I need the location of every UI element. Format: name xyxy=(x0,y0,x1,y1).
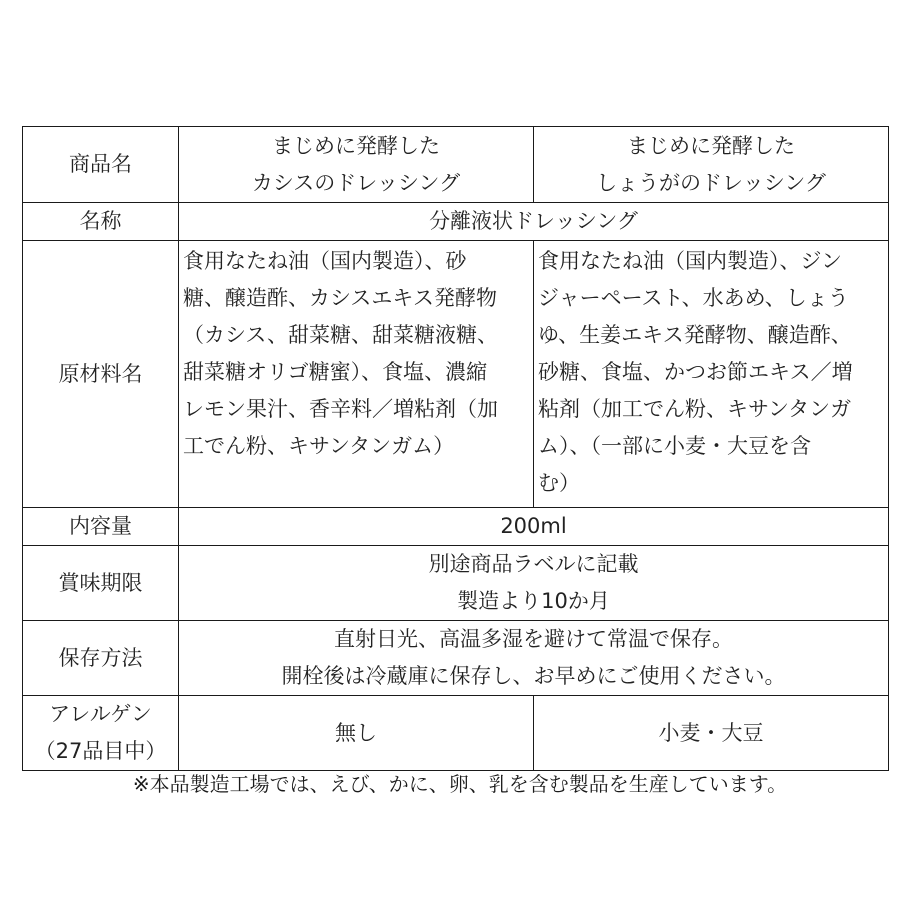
label-best-before: 賞味期限 xyxy=(23,546,179,621)
label-allergen: アレルゲン （27品目中） xyxy=(23,696,179,771)
label-ingredients: 原材料名 xyxy=(23,241,179,508)
row-product-name xyxy=(23,127,889,203)
best-before-value: 別途商品ラベルに記載 製造より10か月 xyxy=(179,546,889,621)
storage-value: 直射日光、高温多湿を避けて常温で保存。 開栓後は冷蔵庫に保存し、お早めにご使用ください。 xyxy=(179,621,889,696)
label-volume: 内容量 xyxy=(23,508,179,546)
row-allergen xyxy=(23,696,889,771)
label-name: 名称 xyxy=(23,203,179,241)
row-storage xyxy=(23,621,889,696)
row-ingredients xyxy=(23,241,889,508)
allergen-cassis: 無し xyxy=(179,696,534,771)
product-spec-table xyxy=(22,126,889,771)
name-value: 分離液状ドレッシング xyxy=(179,203,889,241)
factory-allergen-note: ※本品製造工場では、えび、かに、卵、乳を含む製品を生産しています。 xyxy=(132,772,788,796)
ingredients-cassis: 食用なたね油（国内製造）、砂 糖、醸造酢、カシスエキス発酵物 （カシス、甜菜糖、甜菜糖液糖、 甜菜糖オリゴ糖蜜）、食塩、濃縮 レモン果汁、香辛料／増粘剤（加 工でん粉、キサンタンガム） xyxy=(179,241,534,508)
row-volume xyxy=(23,508,889,546)
row-name xyxy=(23,203,889,241)
label-product-name: 商品名 xyxy=(23,127,179,203)
volume-value: 200ml xyxy=(179,508,889,546)
allergen-ginger: 小麦・大豆 xyxy=(534,696,889,771)
product-name-ginger: まじめに発酵した しょうがのドレッシング xyxy=(534,127,889,203)
label-storage: 保存方法 xyxy=(23,621,179,696)
ingredients-ginger: 食用なたね油（国内製造）、ジン ジャーペースト、水あめ、しょう ゆ、生姜エキス発酵物、醸造酢、 砂糖、食塩、かつお節エキス／増 粘剤（加工でん粉、キサンタンガ ム）、（一部に小麦・大豆を含 む） xyxy=(534,241,889,508)
row-best-before xyxy=(23,546,889,621)
product-name-cassis: まじめに発酵した カシスのドレッシング xyxy=(179,127,534,203)
